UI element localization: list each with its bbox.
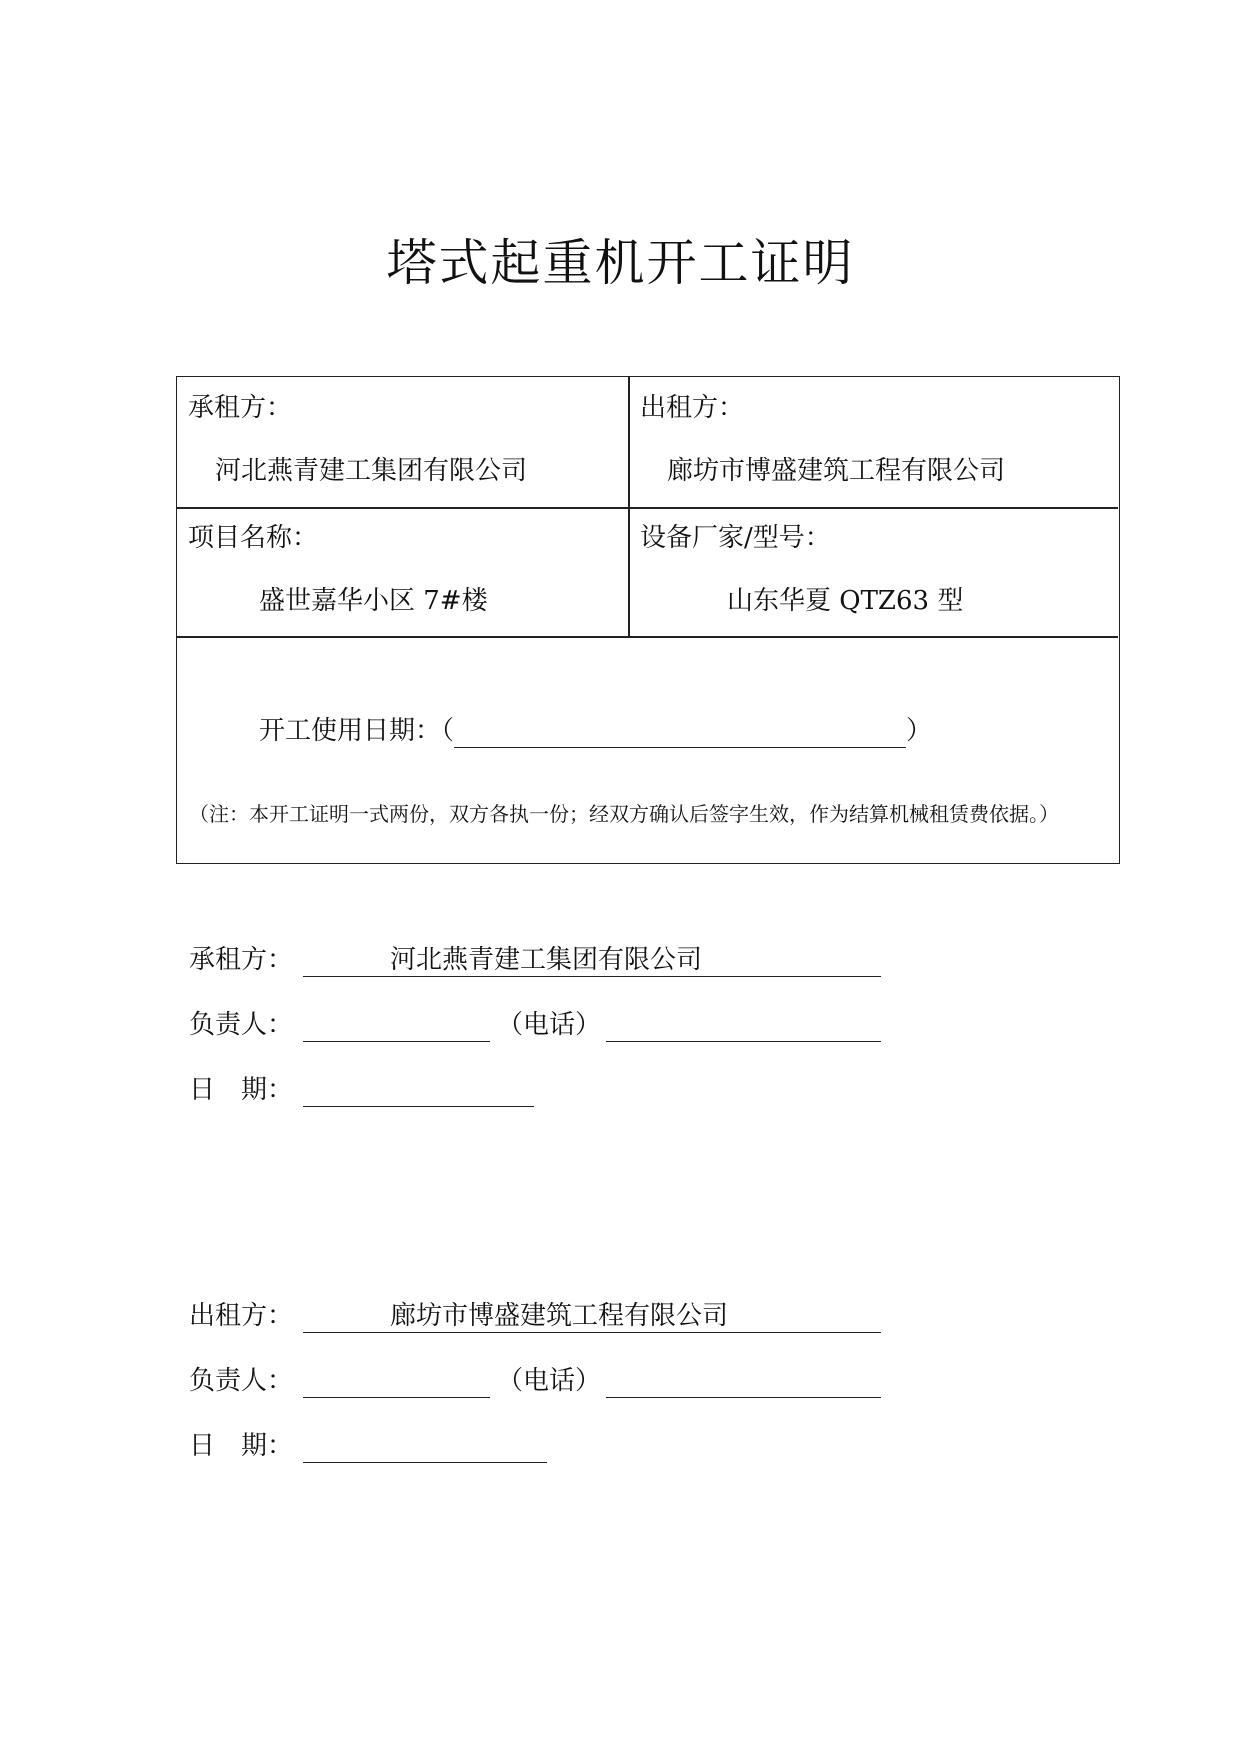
lessee-label: 承租方： bbox=[188, 393, 293, 423]
lessee-cell bbox=[177, 377, 628, 507]
lessor-date-field[interactable] bbox=[303, 1428, 547, 1463]
lessor-person-label: 负责人： bbox=[189, 1366, 294, 1396]
lessor-label: 出租方： bbox=[640, 393, 745, 423]
start-date-close: ） bbox=[906, 716, 933, 746]
lessee-date-label: 日 期： bbox=[189, 1075, 294, 1105]
project-label: 项目名称： bbox=[188, 523, 319, 553]
lessor-cell bbox=[629, 377, 1119, 507]
lessee-party-value: 河北燕青建工集团有限公司 bbox=[390, 945, 703, 975]
lessor-date-row bbox=[189, 1428, 293, 1464]
equipment-label: 设备厂家/型号： bbox=[640, 523, 831, 553]
info-table bbox=[176, 376, 1120, 864]
lessee-person-label: 负责人： bbox=[189, 1010, 294, 1040]
lessor-value: 廊坊市博盛建筑工程有限公司 bbox=[667, 456, 1006, 486]
project-value: 盛世嘉华小区 7#楼 bbox=[259, 586, 488, 616]
lessee-phone-label: （电话） bbox=[497, 1010, 602, 1040]
lessee-value: 河北燕青建工集团有限公司 bbox=[215, 456, 528, 486]
start-date-label: 开工使用日期：（ bbox=[259, 716, 455, 746]
start-date-field[interactable] bbox=[454, 719, 906, 748]
document-title: 塔式起重机开工证明 bbox=[386, 234, 855, 292]
lessor-date-label: 日 期： bbox=[189, 1431, 294, 1461]
lessee-phone-field[interactable] bbox=[606, 1007, 881, 1042]
lessor-phone-field[interactable] bbox=[606, 1363, 881, 1398]
lessor-person-row bbox=[189, 1363, 293, 1399]
lessee-date-row bbox=[189, 1072, 293, 1108]
equipment-cell bbox=[629, 508, 1119, 636]
lessor-party-value: 廊坊市博盛建筑工程有限公司 bbox=[390, 1301, 729, 1331]
table-divider-2 bbox=[177, 636, 1118, 638]
project-cell bbox=[177, 508, 628, 636]
equipment-value: 山东华夏 QTZ63 型 bbox=[727, 586, 964, 616]
lessor-phone-label: （电话） bbox=[497, 1366, 602, 1396]
lessee-party-row bbox=[189, 942, 293, 978]
start-date-row bbox=[259, 714, 932, 748]
lessee-person-field[interactable] bbox=[303, 1007, 490, 1042]
lessee-party-label: 承租方： bbox=[189, 945, 294, 975]
lessee-person-row bbox=[189, 1007, 293, 1043]
lessor-party-label: 出租方： bbox=[189, 1301, 294, 1331]
lessor-party-row bbox=[189, 1298, 293, 1334]
lessee-date-field[interactable] bbox=[303, 1072, 534, 1107]
note-text: （注：本开工证明一式两份，双方各执一份；经双方确认后签字生效，作为结算机械租赁费依据。） bbox=[189, 802, 1059, 826]
lessor-person-field[interactable] bbox=[303, 1363, 490, 1398]
